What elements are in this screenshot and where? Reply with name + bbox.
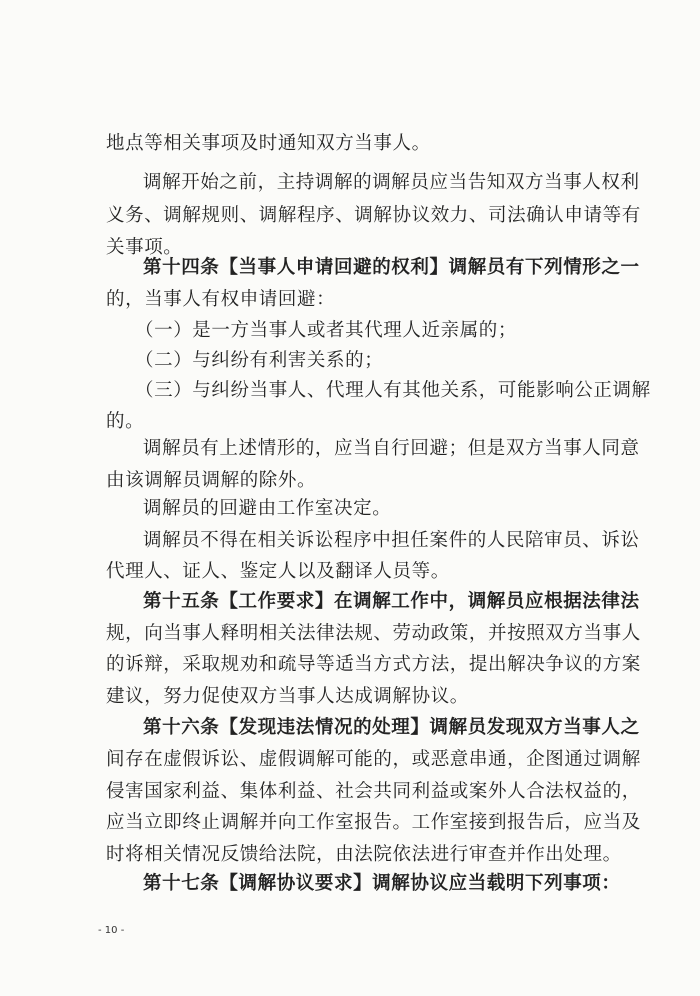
text-line: 时将相关情况反馈给法院，由法院依法进行审查并作出处理。 <box>106 844 622 865</box>
article-16-heading: 第十六条【发现违法情况的处理】调解员发现双方当事人之 <box>143 717 640 738</box>
text-line: 的。 <box>106 411 145 432</box>
text-line: 调解开始之前，主持调解的调解员应当告知双方当事人权利 <box>143 172 640 193</box>
text-line: 的，当事人有权申请回避： <box>106 289 336 310</box>
list-item: （三）与纠纷当事人、代理人有其他关系，可能影响公正调解 <box>135 380 651 401</box>
article-14-heading: 第十四条【当事人申请回避的权利】调解员有下列情形之一 <box>143 257 640 278</box>
list-item: （一）是一方当事人或者其代理人近亲属的； <box>135 320 518 341</box>
text-line: 义务、调解规则、调解程序、调解协议效力、司法确认申请等有 <box>106 205 641 226</box>
text-line: 关事项。 <box>106 237 183 258</box>
text-line: 应当立即终止调解并向工作室报告。工作室接到报告后，应当及 <box>106 812 641 833</box>
text-line: 调解员有上述情形的，应当自行回避；但是双方当事人同意 <box>143 438 640 459</box>
text-line: 代理人、证人、鉴定人以及翻译人员等。 <box>106 561 450 582</box>
page-number: - 10 - <box>98 925 125 936</box>
text-line: 规，向当事人释明相关法律法规、劳动政策，并按照双方当事人 <box>106 623 641 644</box>
text-line: 建议，努力促使双方当事人达成调解协议。 <box>106 686 469 707</box>
text-line: 侵害国家利益、集体利益、社会共同利益或案外人合法权益的， <box>106 781 641 802</box>
text-line: 地点等相关事项及时通知双方当事人。 <box>106 133 431 154</box>
article-17-heading: 第十七条【调解协议要求】调解协议应当载明下列事项： <box>143 873 621 894</box>
text-line: 的诉辩，采取规劝和疏导等适当方式方法，提出解决争议的方案 <box>106 654 641 675</box>
text-line: 调解员的回避由工作室决定。 <box>143 498 392 519</box>
article-15-heading: 第十五条【工作要求】在调解工作中，调解员应根据法律法 <box>143 591 640 612</box>
text-line: 由该调解员调解的除外。 <box>106 470 317 491</box>
list-item: （二）与纠纷有利害关系的； <box>135 350 384 371</box>
text-line: 间存在虚假诉讼、虚假调解可能的，或恶意串通，企图通过调解 <box>106 749 641 770</box>
text-line: 调解员不得在相关诉讼程序中担任案件的人民陪审员、诉讼 <box>143 530 640 551</box>
